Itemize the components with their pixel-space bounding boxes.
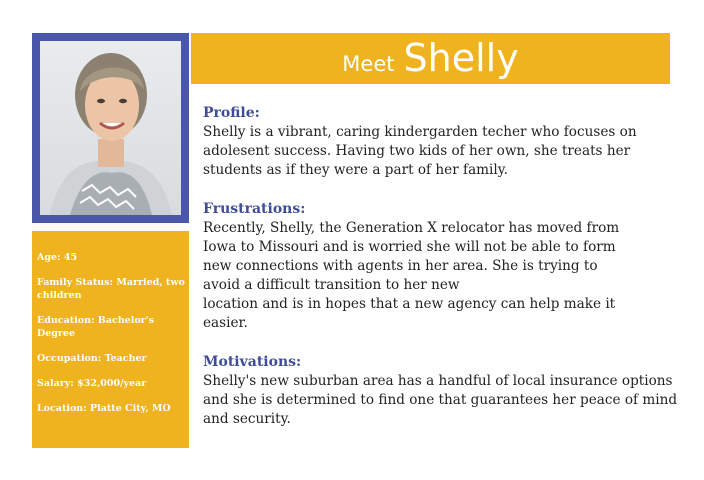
motivations-section: [203, 352, 678, 429]
frustrations-line: new connections with agents in her area. She is trying to: [203, 258, 598, 274]
frustrations-heading: Frustrations:: [203, 201, 306, 217]
fact-occupation: Occupation: Teacher: [37, 353, 147, 364]
persona-details: [203, 103, 678, 448]
profile-photo: [40, 41, 181, 215]
fact-education: Education: Bachelor's Degree: [37, 315, 154, 339]
title-banner: [191, 33, 670, 84]
motivations-heading: Motivations:: [203, 354, 302, 370]
motivations-text: Shelly's new suburban area has a handful of local insurance options and she is determined to find one that guarantees her peace of mind and security.: [203, 373, 678, 427]
frustrations-line: location and is in hopes that a new agency can help make it: [203, 296, 616, 312]
frustrations-line: easier.: [203, 315, 248, 331]
fact-location: Location: Platte City, MO: [37, 403, 171, 414]
persona-facts-panel: [32, 231, 189, 448]
frustrations-section: [203, 199, 678, 333]
profile-photo-frame: [32, 33, 189, 223]
fact-family-status: Family Status: Married, two children: [37, 277, 185, 301]
profile-section: [203, 103, 678, 180]
banner-meet-label: Meet: [342, 52, 395, 76]
frustrations-line: avoid a difficult transition to her new: [203, 277, 460, 293]
frustrations-line: Recently, Shelly, the Generation X relocator has moved from: [203, 220, 620, 236]
profile-heading: Profile:: [203, 105, 260, 121]
fact-salary: Salary: $32,000/year: [37, 378, 147, 389]
fact-age: Age: 45: [37, 252, 78, 263]
frustrations-line: Iowa to Missouri and is worried she will not be able to form: [203, 239, 616, 255]
banner-persona-name: Shelly: [403, 36, 519, 80]
profile-text: Shelly is a vibrant, caring kindergarden techer who focuses on adolesent success. Having two kids of her own, she treats her students as if they were a part of her family.: [203, 124, 637, 178]
